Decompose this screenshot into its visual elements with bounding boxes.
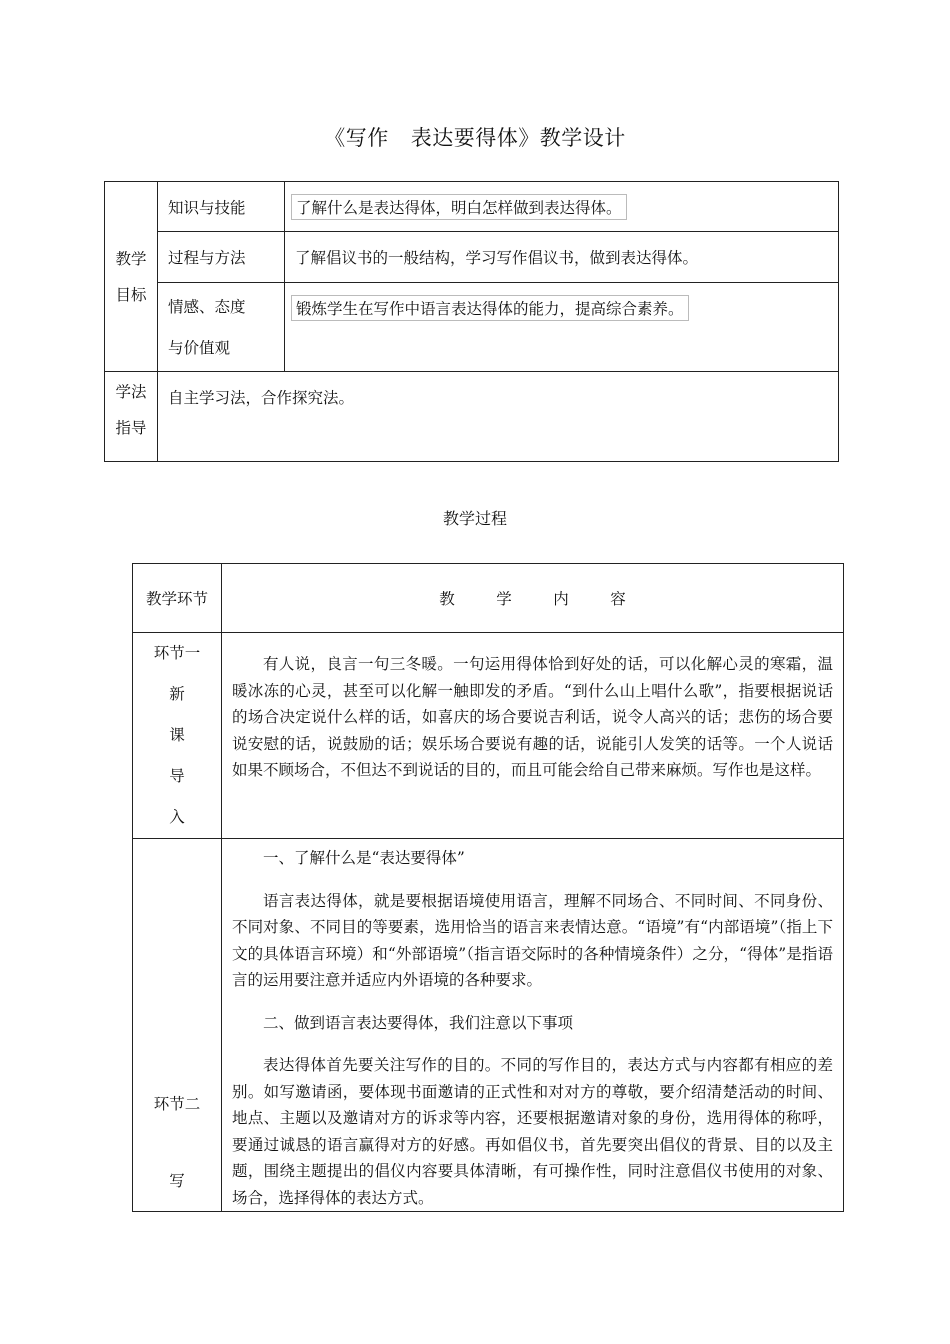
- objective-label-emotion: 情感、态度 与价值观: [158, 283, 285, 372]
- stage1-label: 环节一 新 课 导 入: [133, 633, 222, 839]
- objective-label-knowledge: 知识与技能: [158, 182, 285, 232]
- method-text: 自主学习法，合作探究法。: [158, 372, 839, 462]
- stage1-content: [222, 633, 844, 839]
- stage2-heading2: 二、做到语言表达要得体，我们注意以下事项: [263, 1013, 574, 1032]
- objective-label-process: 过程与方法: [158, 232, 285, 283]
- method-label: 学法 指导: [105, 372, 158, 462]
- header-content: 教 学 内 容: [222, 564, 844, 633]
- objectives-table: [104, 181, 839, 462]
- page-title: 《写作 表达要得体》教学设计: [324, 126, 626, 150]
- objective-text-process: 了解倡议书的一般结构，学习写作倡议书，做到表达得体。: [285, 232, 839, 283]
- header-stage: 教学环节: [133, 564, 222, 633]
- stage2-paragraph1: 语言表达得体，就是要根据语境使用语言，理解不同场合、不同时间、不同身份、不同对象、不同目的等要素，选用恰当的语言来表情达意。“语境”有“内部语境”（指上下文的具体语言环境）和“外部语境”（指言语交际时的各种情境条件）之分，“得体”是指语言的运用要注意并适应内外语境的各种要求。: [232, 891, 833, 989]
- process-title: 教学过程: [442, 509, 507, 528]
- stage2-content: [222, 839, 844, 1212]
- objectives-group-label: 教学 目标: [105, 182, 158, 372]
- stage2-heading1: 一、了解什么是“表达要得体”: [263, 849, 465, 867]
- stage2-paragraph2: 表达得体首先要关注写作的目的。不同的写作目的，表达方式与内容都有相应的差别。如写邀请函，要体现书面邀请的正式性和对对方的尊敬，要介绍清楚活动的时间、地点、主题以及邀请对方的诉求等内容，还要根据邀请对象的身份，选用得体的称呼，要通过诚恳的语言赢得对方的好感。再如倡仪书，首先要突出倡仪的背景、目的以及主题，围绕主题提出的倡仪内容要具体清晰，有可操作性，同时注意倡仪书使用的对象、场合，选择得体的表达方式。: [232, 1056, 833, 1207]
- process-table: [132, 563, 844, 1212]
- objective-text-knowledge: 了解什么是表达得体，明白怎样做到表达得体。: [285, 182, 839, 232]
- stage1-paragraph: 有人说，良言一句三冬暖。一句运用得体恰到好处的话，可以化解心灵的寒霜，温暖冰冻的心灵，甚至可以化解一触即发的矛盾。“到什么山上唱什么歌”，指要根据说话的场合决定说什么样的话，如喜庆的场合要说吉利话，说令人高兴的话；悲伤的场合要说安慰的话，说鼓励的话；娱乐场合要说有趣的话，说能引人发笑的话等。一个人说话如果不顾场合，不但达不到说话的目的，而且可能会给自己带来麻烦。写作也是这样。: [232, 655, 833, 779]
- objective-text-emotion: 锻炼学生在写作中语言表达得体的能力，提高综合素养。: [285, 283, 839, 372]
- stage2-label: 环节二 写: [133, 839, 222, 1212]
